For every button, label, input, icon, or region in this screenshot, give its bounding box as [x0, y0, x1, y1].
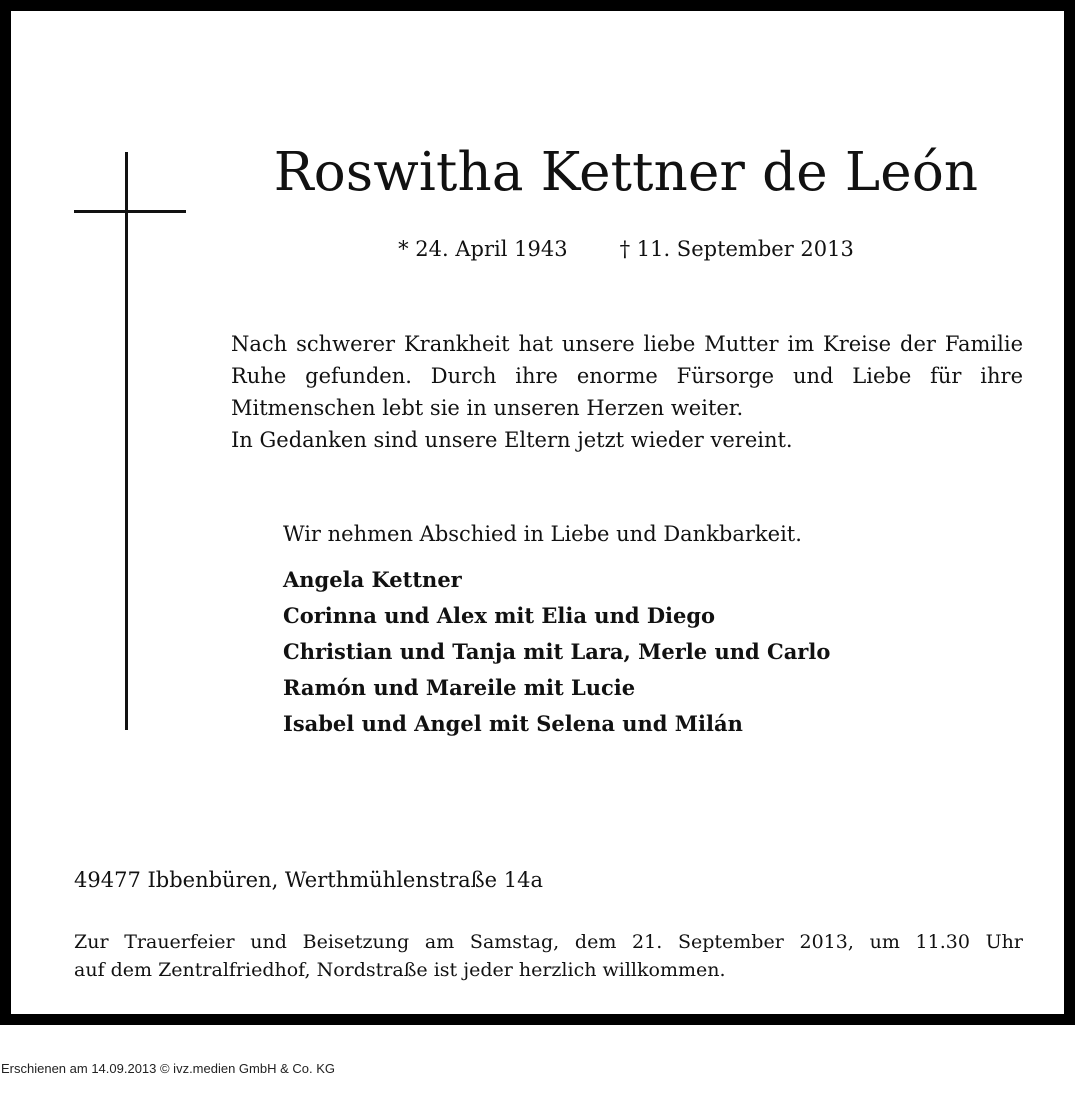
- mourner-name: Angela Kettner: [283, 567, 462, 592]
- death-date: † 11. September 2013: [619, 237, 854, 261]
- mourner-name: Isabel und Angel mit Selena und Milán: [283, 711, 743, 736]
- message-line: Mitmenschen lebt sie in unseren Herzen weiter.: [231, 396, 744, 420]
- life-dates: [231, 235, 1021, 263]
- cross-icon-bar: [74, 210, 186, 213]
- mourner-name: Christian und Tanja mit Lara, Merle und Carlo: [283, 639, 831, 664]
- funeral-information: [74, 928, 1023, 984]
- message-line: In Gedanken sind unsere Eltern jetzt wieder vereint.: [231, 428, 793, 452]
- farewell-line: Wir nehmen Abschied in Liebe und Dankbarkeit.: [283, 522, 802, 546]
- mourner-name: Ramón und Mareile mit Lucie: [283, 675, 636, 700]
- publication-footer: Erschienen am 14.09.2013 © ivz.medien GmbH & Co. KG: [1, 1061, 336, 1076]
- family-address: 49477 Ibbenbüren, Werthmühlenstraße 14a: [74, 868, 544, 892]
- funeral-line: auf dem Zentralfriedhof, Nordstraße ist jeder herzlich willkommen.: [74, 959, 726, 981]
- message-line: Ruhe gefunden. Durch ihre enorme Fürsorge und Liebe für ihre: [231, 364, 1023, 388]
- deceased-name: Roswitha Kettner de León: [273, 142, 979, 203]
- mourner-list: [283, 562, 830, 742]
- funeral-line: Zur Trauerfeier und Beisetzung am Samstag, dem 21. September 2013, um 11.30 Uhr: [74, 931, 1023, 953]
- birth-date: * 24. April 1943: [398, 237, 568, 261]
- message-line: Nach schwerer Krankheit hat unsere liebe Mutter im Kreise der Familie: [231, 332, 1023, 356]
- mourner-name: Corinna und Alex mit Elia und Diego: [283, 603, 716, 628]
- cross-icon: [125, 152, 128, 730]
- obituary-message: [231, 328, 1023, 456]
